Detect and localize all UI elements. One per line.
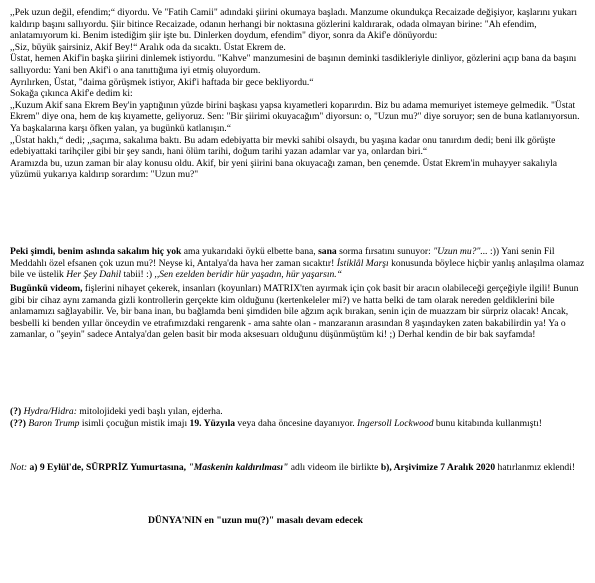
intro-sana: sana <box>318 246 337 257</box>
intro-anthem-quote: ,,Sen ezelden beridir hür yaşadın, hür yaşarsın.“ <box>154 269 343 281</box>
intro-text: :)) Yani senin Fil Meddahlı özel efsanen çok uzun mu?! Neyse ki, Antalya'da hava her zaman sıcaktır! <box>10 246 555 269</box>
intro-uzun-quote: "Uzun mu?"... <box>433 246 488 257</box>
story-paragraph: ,,Pek uzun değil, efendim;“ diyordu. Ve "Fatih Camii" adındaki şiirini okumaya başladı. Manzume okundukça Recaizade değişiyor, kaşlarını yukarı kaldırıp başını sallıyordu. Şiir bitince Recaizade, odanın herhangi bir noktasına gözlerini kaldırarak, odada olmayan birine: "Ah efendim, anlatamıyorum ki. Benim istediğim şiir işte bu. Dinlerken doydum, efendim" diyor, sonra da Akif'e dönüyordu: <box>10 7 578 42</box>
footnote-term: Hydra/Hidra: <box>23 406 77 417</box>
footnote-term: Baron Trump <box>28 417 80 429</box>
footnote-text: bunu kitabında kullanmıştı! <box>433 417 542 429</box>
closing-line <box>10 515 595 527</box>
intro-text: tabii! :) <box>121 269 155 281</box>
story-paragraph: Aramızda bu, uzun zaman bir alay konusu oldu. Akif, bir yeni şiirini bana okuyacağı zaman, ben çenemde. Üstat Ekrem'in muhayyer sakalıyla yüzümü yukarıya kaldırıp sorardım: "Uzun mu?" <box>10 157 558 181</box>
video-paragraph <box>10 283 585 341</box>
video-text: fişlerini nihayet çekerek, insanları (koyunları) MATRIX'ten ayırmak için çok basit bir aracın olabileceği gerçeğiyle ilgili! Bunun gibi bir cihaz aynı zamanda gizli kontrollerin gerçekte kim olduğunu (kertenkeleler mi?) ve hatta belki de tam olarak nereden geldiklerini bile anlamamızı sağlayabilir. Ve, bir bana inan, bu bağlamda beni şimdiden bile ağzım açık bırakan, senin için de muazzam bir sürpriz olacak! Ancak, besbelli ki benden yıllar önceydin ve etrafımızdaki rengarenk - ama sahte olan - manzaranın arasından 8 yaşındayken zaten bakabilirdin ya! Ya o zamanlar, o "şeyin" sadece Antalya'dan gelen basit bir moda aksesuarı olduğunu düşünmüştüm ki! ;) Derhal kendin de bir bak sayfamda! <box>10 283 579 341</box>
story-paragraph: ,,Kuzum Akif sana Ekrem Bey'in yaptığının yüzde birini başkası yapsa kıyametleri koparırdın. Biz bu adama memuriyet istemeye gelmedik. "Üstat Ekrem" diye ona, hem de kış kıyamette, geliyoruz. Sen: "Bir şiirimi okuyacağım" diyorsun: o, "Uzun mu?" diye soruyor; sen de buna katlanıyorsun. Ya başkalarına karşı öfken yalan, ya bugünkü katlanışın.“ <box>10 99 580 134</box>
intro-text: konusunda böylece hiçbir yanlış anlaşılma olamaz bile ve üstelik <box>10 257 585 281</box>
story-paragraph: ,,Siz, büyük şairsiniz, Akif Bey!“ Aralık oda da sıcaktı. Üstat Ekrem de. <box>10 41 286 53</box>
story-paragraph: Üstat, hemen Akif'in başka şiirini dinlemek istiyordu. "Kahve" manzumesini de başının deminki tasdikleriyle dinliyor, gözlerini açıp bana da başını sallıyordu: Yani ben Akif'i o ana tanıttığıma iyi etmiş oluyordum. <box>10 53 577 76</box>
intro-lead: Peki şimdi, benim aslında sakalım hiç yok <box>10 246 182 257</box>
footnote-2 <box>10 418 585 430</box>
closing-text: DÜNYA'NIN en "uzun mu(?)" masalı devam edecek <box>148 515 363 526</box>
intro-text: ama yukarıdaki öykü elbette bana, <box>181 246 319 257</box>
footnote-text: mitolojideki yedi başlı yılan, ejderha. <box>76 406 223 417</box>
not-label: Not: <box>10 462 28 473</box>
footnote-text: isimli çocuğun mistik imajı <box>79 417 190 429</box>
not-text: adlı videom ile birlikte <box>288 462 381 473</box>
footnote-author: Ingersoll Lockwood <box>357 417 434 429</box>
not-video-title: "Maskenin kaldırılması" <box>188 462 289 473</box>
footnote-marker: (??) <box>10 417 26 429</box>
story-section <box>10 7 585 181</box>
story-paragraph: ,,Üstat haklı,“ dedi; ,,saçıma, sakalıma baktı. Bu adam edebiyatta bir mevki sahibi olsaydı, bu yaşına kadar onu tanırdım dedi; beni ilk görüşte edebiyattaki tarihçiler gibi bir şey sandı, hani ölüm tarihi, doğum tarihi yazan adamlar var ya, onlardan biri.“ <box>10 134 556 158</box>
intro-istiklal: İstiklâl Marşı <box>336 257 389 269</box>
video-label: Bugünkü videom, <box>10 283 83 294</box>
not-item-b: b), Arşivimize 7 Aralık 2020 <box>380 462 496 473</box>
footnote-text: veya daha öncesine dayanıyor. <box>235 417 358 429</box>
intro-her-sey-dahil: Her Şey Dahil <box>66 269 122 281</box>
footnotes <box>10 406 585 429</box>
intro-text: sorma fırsatını sunuyor: <box>336 246 434 257</box>
not-line <box>10 462 585 474</box>
not-text: hatırlanmız eklendi! <box>495 462 576 473</box>
not-item-a: a) 9 Eylül'de, SÜRPRİZ Yumurtasına, <box>27 462 187 473</box>
intro-paragraph <box>10 246 585 281</box>
footnote-marker: (?) <box>10 406 22 417</box>
footnote-1 <box>10 406 585 418</box>
story-paragraph: Sokağa çıkınca Akif'e dedim ki: <box>10 88 133 100</box>
footnote-emphasis: 19. Yüzyıla <box>189 417 236 429</box>
story-paragraph: Ayrılırken, Üstat, "daima görüşmek istiyor, Akif'i haftada bir gece bekliyordu.“ <box>10 76 314 88</box>
